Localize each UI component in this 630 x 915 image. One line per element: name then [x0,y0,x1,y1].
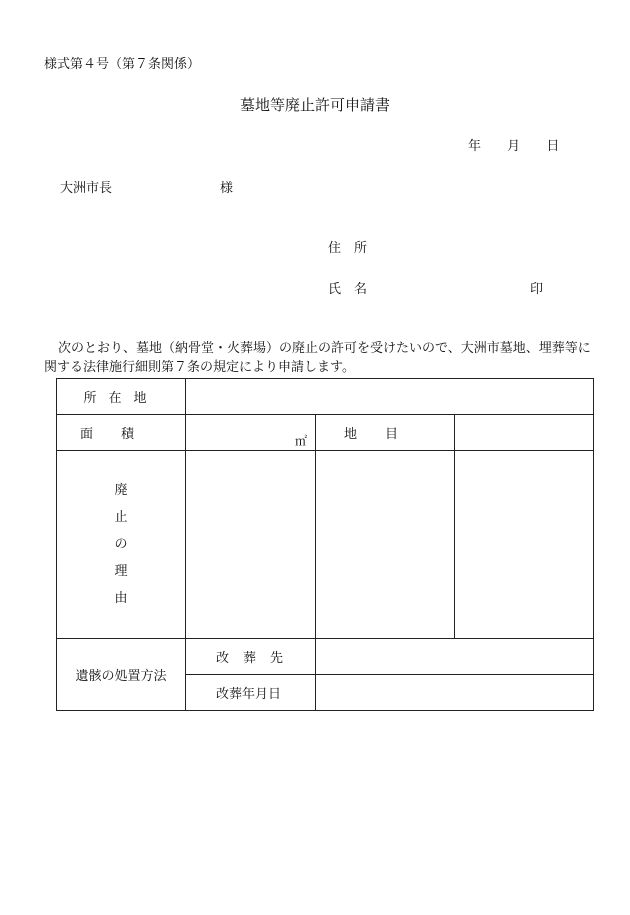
reason-label-char: 理 [114,564,128,579]
date-year-label: 年 [468,139,482,154]
area-label-cell [57,415,186,451]
date-day-label: 日 [546,139,560,154]
application-table [56,378,594,711]
remains-label: 遺骸の処置方法 [75,669,167,684]
reburial-place-value-cell[interactable] [316,639,594,675]
document-title: 墓地等廃止許可申請書 [239,96,390,114]
reburial-date-value-cell[interactable] [316,675,594,711]
reburial-date-label: 改葬年月日 [216,687,282,702]
land-type-label: 地目 [343,427,426,442]
addressee-honorific: 様 [220,181,234,196]
reburial-date-label-cell [186,675,316,711]
reason-value-cell[interactable] [316,451,455,639]
reason-label [114,477,127,612]
location-label: 所在地 [83,391,159,406]
seal-label: 印 [530,282,544,297]
applicant-name-label: 氏 名 [328,282,368,297]
addressee-name: 大洲市長 [60,181,113,196]
form-number: 様式第４号（第７条関係） [44,57,201,72]
reason-label-cell [57,451,186,639]
reason-label-char: 廃 [114,483,128,498]
remains-label-cell [57,639,186,711]
reason-label-char: の [114,537,128,552]
application-statement: 次のとおり、墓地（納骨堂・火葬場）の廃止の許可を受けたいので、大洲市墓地、埋葬等に関する法律施行細則第７条の規定により申請します。 [44,341,591,375]
area-value-cell[interactable] [186,415,316,451]
location-label-cell [57,379,186,415]
land-type-label-cell [316,415,455,451]
reburial-place-label-cell [186,639,316,675]
date-month-label: 月 [507,139,521,154]
reason-label-char: 由 [114,591,128,606]
land-type-value-cell[interactable] [455,415,594,451]
date-line [468,135,559,154]
location-value-cell[interactable] [186,379,594,415]
reburial-place-label: 改葬先 [216,651,298,666]
area-unit: ㎡ [294,434,307,448]
applicant-address-label: 住 所 [328,241,368,256]
reason-value-cell[interactable] [455,451,594,639]
area-label: 面積 [79,427,162,442]
reason-label-char: 止 [114,510,128,525]
reason-value-cell[interactable] [186,451,316,639]
